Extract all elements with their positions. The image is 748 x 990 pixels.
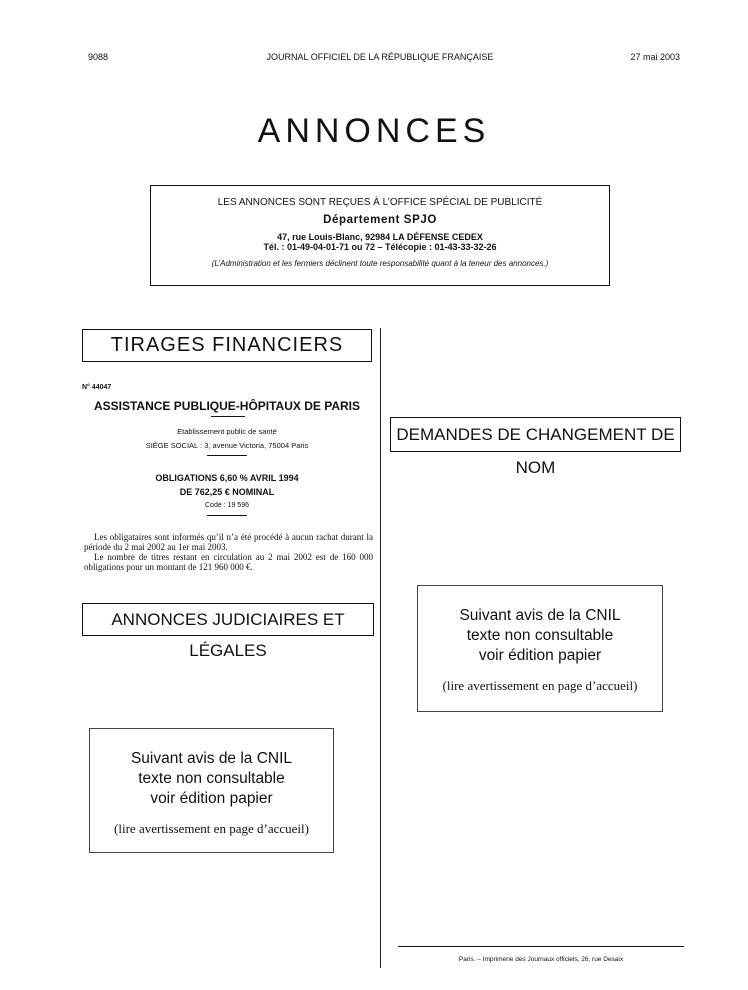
divider	[207, 455, 247, 456]
cnil-line: texte non consultable	[466, 627, 614, 644]
journal-title: JOURNAL OFFICIEL DE LA RÉPUBLIQUE FRANÇAISE	[266, 52, 494, 62]
notice-box	[150, 185, 610, 286]
paragraph: Le nombre de titres restant en circulation au 2 mai 2002 est de 160 000 obligations pour un montant de 121 960 000 €.	[84, 552, 373, 572]
column-divider	[380, 328, 381, 968]
notice-department: Département SPJO	[323, 214, 437, 226]
notice-address: 47, rue Louis-Blanc, 92984 LA DÉFENSE CEDEX	[277, 232, 483, 242]
cnil-line: texte non consultable	[138, 770, 285, 787]
cnil-advisory: (lire avertissement en page d’accueil)	[442, 678, 638, 693]
cnil-line: Suivant avis de la CNIL	[459, 607, 621, 624]
tirages-heading: TIRAGES FINANCIERS	[82, 329, 372, 362]
cnil-notice-box	[417, 585, 663, 712]
changement-heading: DEMANDES DE CHANGEMENT DE NOM	[390, 417, 681, 452]
obligations-nominal: DE 762,25 € NOMINAL	[179, 487, 275, 497]
page-title: ANNONCES	[257, 112, 491, 150]
establishment-type: Etablissement public de santé	[177, 427, 277, 436]
cnil-line: Suivant avis de la CNIL	[130, 750, 293, 767]
issue-date: 27 mai 2003	[630, 52, 680, 62]
notice-disclaimer: (L’Administration et les fermiers déclinent toute responsabilité quant à la teneur des annonces.)	[211, 259, 549, 268]
divider	[211, 416, 245, 417]
cnil-line: voir édition papier	[478, 647, 602, 664]
organization-name: ASSISTANCE PUBLIQUE-HÔPITAUX DE PARIS	[93, 399, 361, 413]
cnil-line: voir édition papier	[150, 790, 273, 807]
notice-line: LES ANNONCES SONT REÇUES À L’OFFICE SPÉCIAL DE PUBLICITÉ	[217, 197, 543, 208]
announcement-number: N° 44047	[82, 384, 112, 391]
notice-phone: Tél. : 01-49-04-01-71 ou 72 – Télécopie : 01-43-33-32-26	[263, 242, 497, 252]
obligations-line: OBLIGATIONS 6,60 % AVRIL 1994	[155, 473, 299, 483]
divider	[207, 515, 247, 516]
obligation-code: Code : 19 596	[205, 502, 249, 509]
head-office: SIÈGE SOCIAL : 3, avenue Victoria, 75004 Paris	[145, 441, 309, 450]
printer-imprint: Paris. – Imprimerie des Journaux officiels, 26, rue Desaix	[458, 956, 624, 963]
page-number: 9088	[88, 52, 109, 62]
cnil-advisory: (lire avertissement en page d’accueil)	[114, 821, 309, 836]
paragraph: Les obligataires sont informés qu’il n’a été procédé à aucun rachat durant la période du 2 mai 2002 au 1er mai 2003.	[84, 532, 373, 552]
cnil-notice-box	[89, 728, 334, 853]
judiciaires-heading: ANNONCES JUDICIAIRES ET LÉGALES	[82, 603, 374, 636]
footer-rule	[398, 946, 684, 947]
